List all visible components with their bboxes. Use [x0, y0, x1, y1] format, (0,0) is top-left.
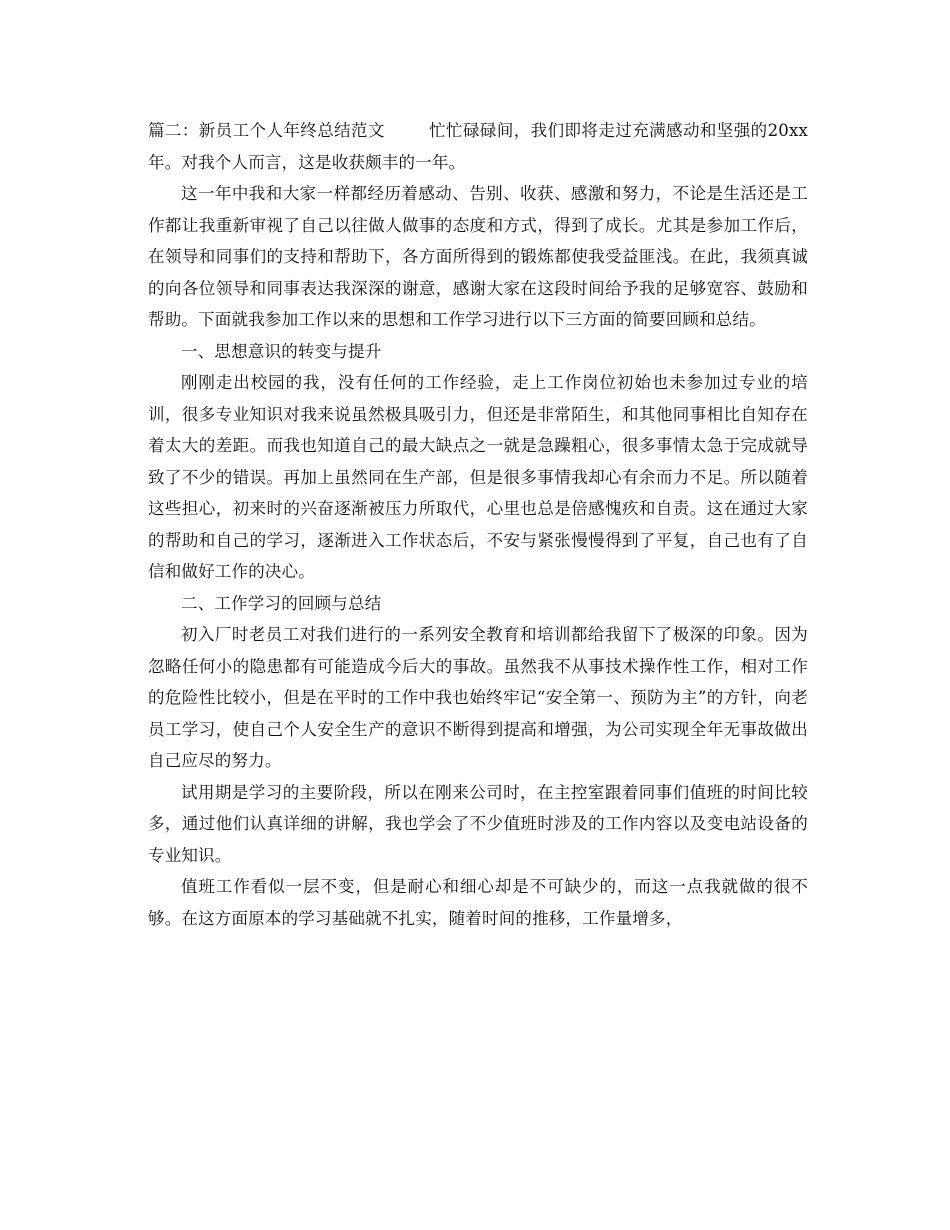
paragraph-5: 值班工作看似一层不变，但是耐心和细心却是不可缺少的，而这一点我就做的很不够。在这方面原本的学习基础就不扎实，随着时间的推移，工作量增多， — [148, 877, 808, 928]
paragraph-1: 这一年中我和大家一样都经历着感动、告别、收获、感激和努力，不论是生活还是工作都让我重新审视了自己以往做人做事的态度和方式，得到了成长。尤其是参加工作后，在领导和同事们的支持和帮助下，各方面所得到的锻炼都使我受益匪浅。在此，我须真诚的向各位领导和同事表达我深深的谢意，感谢大家在这段时间给予我的足够宽容、鼓励和帮助。下面就我参加工作以来的思想和工作学习进行以下三方面的简要回顾和总结。 — [148, 184, 808, 329]
section-heading-2: 二、工作学习的回顾与总结 — [181, 593, 382, 613]
document-body — [148, 115, 808, 934]
paragraph-2: 刚刚走出校园的我，没有任何的工作经验，走上工作岗位初始也未参加过专业的培训，很多专业知识对我来说虽然极具吸引力，但还是非常陌生，和其他同事相比自知存在着太大的差距。而我也知道自己的最大缺点之一就是急躁粗心，很多事情太急于完成就导致了不少的错误。再加上虽然同在生产部，但是很多事情我却心有余而力不足。所以随着这些担心，初来时的兴奋逐渐被压力所取代，心里也总是倍感愧疚和自责。这在通过大家的帮助和自己的学习，逐渐进入工作状态后，不安与紧张慢慢得到了平复，自己也有了自信和做好工作的决心。 — [148, 373, 808, 581]
intro-paragraph — [148, 115, 808, 178]
paragraph-4: 试用期是学习的主要阶段，所以在刚来公司时，在主控室跟着同事们值班的时间比较多，通过他们认真详细的讲解，我也学会了不少值班时涉及的工作内容以及变电站设备的专业知识。 — [148, 782, 808, 865]
opening-text: 忙忙碌碌间，我们即将走过充满感动和坚强的20xx年。对我个人而言，这是收获颇丰的一年。 — [148, 121, 808, 172]
document-title: 篇二：新员工个人年终总结范文 — [148, 121, 385, 140]
section-heading-1: 一、思想意识的转变与提升 — [181, 341, 382, 361]
paragraph-3: 初入厂时老员工对我们进行的一系列安全教育和培训都给我留下了极深的印象。因为忽略任何小的隐患都有可能造成今后大的事故。虽然我不从事技术操作性工作，相对工作的危险性比较小，但是在平时的工作中我也始终牢记“安全第一、预防为主”的方针，向老员工学习，使自己个人安全生产的意识不断得到提高和增强，为公司实现全年无事故做出自己应尽的努力。 — [148, 625, 808, 770]
